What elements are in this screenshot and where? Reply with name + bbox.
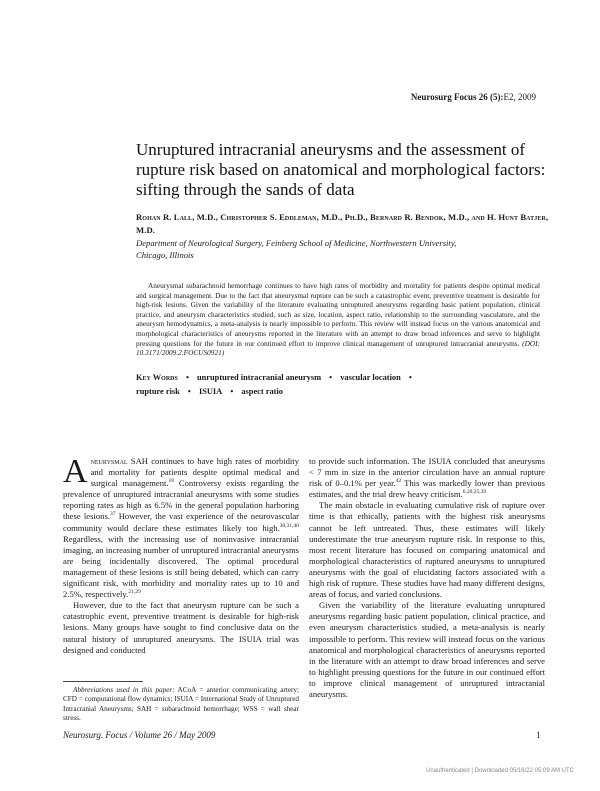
- body-paragraph: [63, 453, 300, 600]
- lead-word: neurysmal: [90, 456, 128, 466]
- keyword: ISUIA: [198, 387, 223, 396]
- abstract: [136, 281, 540, 358]
- keyword-bullet: •: [329, 373, 333, 382]
- keywords: [136, 371, 540, 399]
- body-text: SAH continues to have high rates of morbidity and mortality for patients despite optimal medical and surgical management.: [90, 456, 299, 489]
- keyword-bullet: •: [185, 373, 189, 382]
- doi[interactable]: (DOI: 10.3171/2009.2.FOCUS0921): [136, 338, 541, 358]
- keyword: rupture risk: [136, 387, 180, 396]
- citation[interactable]: 30,31,40: [279, 522, 299, 529]
- body-text: Regardless, with the increasing use of noninvasive intracranial imaging, an increasing number of unruptured intracranial aneurysms are being incidentally discovered. The optimal procedural management of these lesions is still being debated, which can carry significant risk, with morbidity and mortality rates up to 10 and 2.5%, respectively.: [63, 533, 299, 600]
- abbreviations-footnote: [63, 686, 299, 723]
- keyword: unruptured intracranial aneurysm: [196, 373, 322, 382]
- keyword: vascular location: [340, 373, 401, 382]
- affiliation-line-1: Department of Neurological Surgery, Feinberg School of Medicine, Northwestern University,: [136, 238, 457, 248]
- footer-journal: Neurosurg. Focus / Volume 26 / May 2009: [63, 730, 216, 740]
- body-paragraph: However, due to the fact that aneurysm rupture can be such a catastrophic event, preventive treatment is desirable for high-risk lesions. Many groups have sought to find conclusive data on the natural history of unruptured aneurysms. The ISUIA trial was designed and conducted: [63, 600, 299, 655]
- body-paragraph: [309, 456, 545, 500]
- page-number: 1: [536, 730, 541, 740]
- journal-reference-rest: E2, 2009: [503, 92, 536, 102]
- body-paragraph: Given the variability of the literature evaluating unruptured aneurysms regarding basic patient population, clinical practice, and even aneurysm characteristics studied, a meta-analysis is nearly impossible to perform. This review will instead focus on the various anatomical and morphological characteristics of aneurysms reported in the literature with an attempt to draw broad inferences and serve to highlight pressing questions for the future in our continued effort to improve clinical management of unruptured intracranial aneurysms.: [309, 600, 545, 699]
- citation[interactable]: 6,20,25,39: [462, 489, 487, 496]
- journal-reference: [411, 92, 536, 102]
- download-notice: Unauthenticated | Downloaded 05/16/22 05:09 AM UTC: [426, 768, 574, 774]
- journal-reference-bold: Neurosurg Focus 26 (5):: [410, 92, 504, 102]
- body-text: Controversy exists regarding the prevalence of unruptured intracranial aneurysms with some studies reporting rates as high as 6.5% in the general population harboring these lesions.: [63, 478, 299, 522]
- citation[interactable]: 37: [109, 511, 116, 518]
- citation[interactable]: 18: [168, 478, 175, 485]
- drop-cap: A: [63, 453, 88, 490]
- author-list: Rohan R. Lall, M.D., Christopher S. Eddleman, M.D., Ph.D., Bernard R. Bendok, M.D., and H. Hunt Batjer, M.D.: [136, 212, 549, 235]
- body-column-right: [309, 456, 545, 700]
- keyword-bullet: •: [187, 387, 191, 396]
- body-column-left: [63, 453, 300, 656]
- keyword-bullet: •: [408, 373, 412, 382]
- keywords-label: Key Words: [136, 373, 178, 382]
- citation[interactable]: 21,29: [128, 589, 141, 596]
- footnote-lead: Abbreviations used in this paper:: [73, 686, 175, 694]
- article-title: Unruptured intracranial aneurysms and the assessment of rupture risk based on anatomical and morphological factors: sifting through the sands of data: [136, 140, 546, 199]
- body-text: This was markedly lower than previous estimates, and the trial drew heavy criticism.: [309, 478, 545, 500]
- body-paragraph: The main obstacle in evaluating cumulative risk of rupture over time is that ethically, patients with the highest risk aneurysms cannot be left untreated. Thus, these estimates will likely underestimate the true aneurysm rupture risk. In response to this, most recent literature has focused on comparing anatomical and morphological characteristics of ruptured aneurysms to unruptured aneurysms with the goal of elucidating factors associated with a high risk of rupture. These studies have had many different designs, areas of focus, and varied conclusions.: [309, 500, 545, 600]
- affiliation-line-2: Chicago, Illinois: [136, 249, 194, 260]
- abstract-text: Aneurysmal subarachnoid hemorrhage continues to have high rates of morbidity and mortality for patients despite optimal medical and surgical management. Due to the fact that aneurysmal rupture can be such a catastrophic event, preventive treatment is desirable for high-risk lesions. Given the variability of the literature evaluating unruptured aneurysms regarding basic patient population, clinical practice, and aneurysm characteristics studied, such as size, location, aspect ratio, relationship to the surrounding vasculature, and the aneurysm hemodynamics, a meta-analysis is nearly impossible to perform. This review will instead focus on the various anatomical and morphological characteristics of aneurysms reported in the literature with an attempt to draw broad inferences and serve to highlight pressing questions for the future in our continued effort to improve clinical management of unruptured intracranial aneurysms.: [136, 281, 540, 348]
- citation[interactable]: 42: [395, 478, 402, 485]
- body-text: However, the vast experience of the neurovascular community would declare these estimates likely too high.: [63, 511, 300, 533]
- footnote-text: ACoA = anterior communicating artery; CFD = computational flow dynamics; ISUIA = International Study of Unruptured Intracranial Aneurysms; SAH = subarachnoid hemorrhage; WSS = wall shear stress.: [63, 686, 299, 722]
- footnote-divider: [63, 681, 143, 682]
- affiliation: [136, 238, 556, 261]
- keyword-bullet: •: [230, 387, 234, 396]
- keyword: aspect ratio: [241, 387, 283, 396]
- body-text: to provide such information. The ISUIA concluded that aneurysms < 7 mm in size in the anterior circulation have an annual rupture risk of 0–0.1% per year.: [309, 456, 545, 489]
